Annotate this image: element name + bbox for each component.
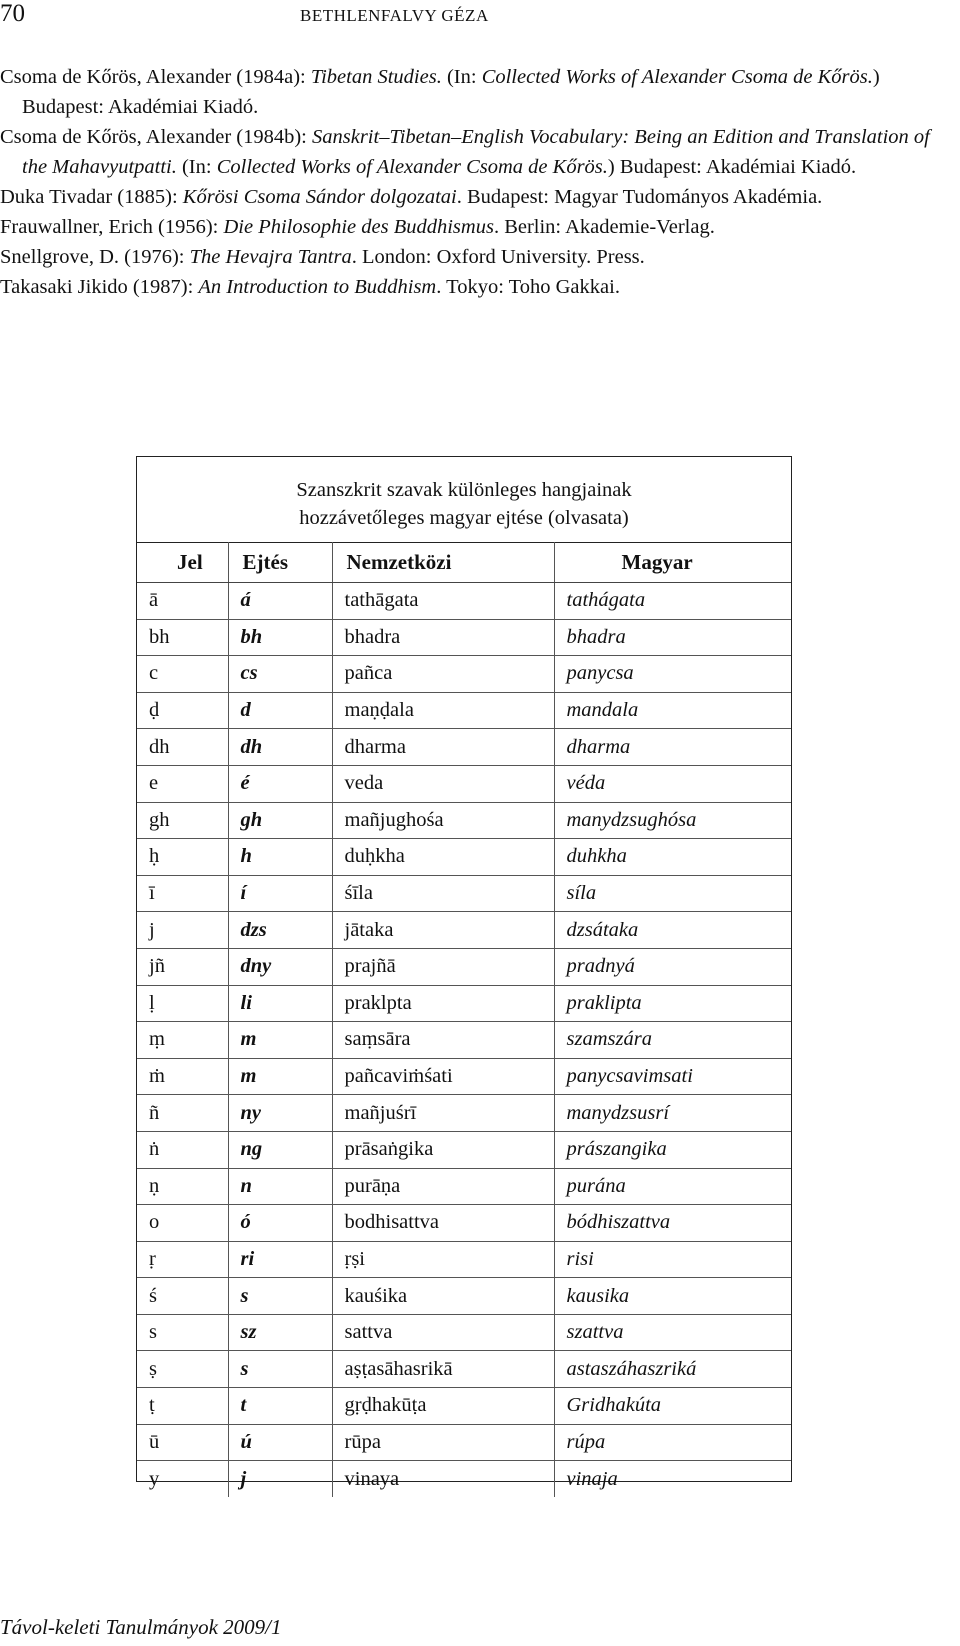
table-row xyxy=(137,656,791,693)
cell-ejtes: ng xyxy=(228,1131,332,1168)
cell-nemzetkozi: vinaya xyxy=(332,1461,554,1497)
table-row xyxy=(137,1058,791,1095)
cell-jel: ḷ xyxy=(137,985,228,1022)
cell-jel: ṣ xyxy=(137,1351,228,1388)
cell-jel: ṇ xyxy=(137,1168,228,1205)
cell-magyar: pradnyá xyxy=(554,948,791,985)
cell-ejtes: gh xyxy=(228,802,332,839)
table-row xyxy=(137,1022,791,1059)
cell-jel: bh xyxy=(137,619,228,656)
cell-ejtes: j xyxy=(228,1461,332,1497)
footer-journal: Távol-keleti Tanulmányok 2009/1 xyxy=(0,1615,282,1639)
cell-ejtes: bh xyxy=(228,619,332,656)
cell-magyar: praklipta xyxy=(554,985,791,1022)
cell-ejtes: é xyxy=(228,765,332,802)
cell-ejtes: ú xyxy=(228,1424,332,1461)
table-header-row xyxy=(137,543,791,583)
cell-magyar: panycsa xyxy=(554,656,791,693)
table-row xyxy=(137,619,791,656)
cell-nemzetkozi: dharma xyxy=(332,729,554,766)
table-row xyxy=(137,1168,791,1205)
cell-jel: gh xyxy=(137,802,228,839)
table-row xyxy=(137,729,791,766)
cell-jel: ī xyxy=(137,875,228,912)
cell-jel: ś xyxy=(137,1278,228,1315)
cell-nemzetkozi: pañca xyxy=(332,656,554,693)
table-row xyxy=(137,1461,791,1497)
table-row xyxy=(137,692,791,729)
cell-nemzetkozi: kauśika xyxy=(332,1278,554,1315)
header-magyar: Magyar xyxy=(554,543,791,583)
cell-magyar: síla xyxy=(554,875,791,912)
cell-ejtes: h xyxy=(228,839,332,876)
cell-magyar: rúpa xyxy=(554,1424,791,1461)
cell-magyar: véda xyxy=(554,765,791,802)
cell-jel: j xyxy=(137,912,228,949)
cell-nemzetkozi: jātaka xyxy=(332,912,554,949)
cell-jel: s xyxy=(137,1314,228,1351)
transliteration-table xyxy=(137,542,791,1497)
cell-ejtes: ri xyxy=(228,1241,332,1278)
cell-magyar: tathágata xyxy=(554,583,791,620)
table-row xyxy=(137,1388,791,1425)
cell-jel: ḍ xyxy=(137,692,228,729)
cell-magyar: risi xyxy=(554,1241,791,1278)
cell-ejtes: m xyxy=(228,1058,332,1095)
cell-magyar: purána xyxy=(554,1168,791,1205)
cell-ejtes: sz xyxy=(228,1314,332,1351)
cell-jel: ā xyxy=(137,583,228,620)
cell-magyar: manydzsusrí xyxy=(554,1095,791,1132)
table-row xyxy=(137,802,791,839)
reference-item: Snellgrove, D. (1976): The Hevajra Tantra. London: Oxford University. Press. xyxy=(0,246,645,268)
cell-magyar: panycsavimsati xyxy=(554,1058,791,1095)
cell-ejtes: dny xyxy=(228,948,332,985)
cell-nemzetkozi: pañcaviṁśati xyxy=(332,1058,554,1095)
caption-line: Szanszkrit szavak különleges hangjainak xyxy=(296,479,632,501)
cell-magyar: kausika xyxy=(554,1278,791,1315)
cell-nemzetkozi: śīla xyxy=(332,875,554,912)
reference-item: Duka Tivadar (1885): Kőrösi Csoma Sándor dolgozatai. Budapest: Magyar Tudományos Akadémia. xyxy=(0,186,823,208)
page-number: 70 xyxy=(0,0,25,27)
reference-item: Takasaki Jikido (1987): An Introduction to Buddhism. Tokyo: Toho Gakkai. xyxy=(0,276,620,298)
cell-magyar: manydzsughósa xyxy=(554,802,791,839)
cell-ejtes: dzs xyxy=(228,912,332,949)
reference-item: Csoma de Kőrös, Alexander (1984b): Sanskrit–Tibetan–English Vocabulary: Being an Edition and Translation of the Mahavyutpatti. (In: Collected Works of Alexander Csoma de Kőrös.) Budapest: Akadémiai Kiadó. xyxy=(0,126,930,178)
cell-jel: ṛ xyxy=(137,1241,228,1278)
cell-ejtes: á xyxy=(228,583,332,620)
cell-magyar: prászangika xyxy=(554,1131,791,1168)
cell-ejtes: í xyxy=(228,875,332,912)
table-row xyxy=(137,765,791,802)
cell-nemzetkozi: tathāgata xyxy=(332,583,554,620)
header-jel: Jel xyxy=(137,543,228,583)
cell-magyar: astaszáhaszriká xyxy=(554,1351,791,1388)
cell-magyar: duhkha xyxy=(554,839,791,876)
table-row xyxy=(137,1241,791,1278)
cell-jel: o xyxy=(137,1205,228,1242)
cell-jel: ñ xyxy=(137,1095,228,1132)
header-nemzetkozi: Nemzetközi xyxy=(332,543,554,583)
cell-nemzetkozi: maṇḍala xyxy=(332,692,554,729)
table-row xyxy=(137,1278,791,1315)
cell-nemzetkozi: bhadra xyxy=(332,619,554,656)
cell-nemzetkozi: purāṇa xyxy=(332,1168,554,1205)
cell-ejtes: s xyxy=(228,1351,332,1388)
cell-nemzetkozi: mañjughośa xyxy=(332,802,554,839)
cell-jel: ḥ xyxy=(137,839,228,876)
table-row xyxy=(137,1351,791,1388)
table-caption xyxy=(137,476,791,532)
cell-jel: ṁ xyxy=(137,1058,228,1095)
reference-item: Csoma de Kőrös, Alexander (1984a): Tibetan Studies. (In: Collected Works of Alexander Csoma de Kőrös.) Budapest: Akadémiai Kiadó. xyxy=(0,66,880,118)
cell-magyar: dzsátaka xyxy=(554,912,791,949)
cell-jel: c xyxy=(137,656,228,693)
cell-magyar: szamszára xyxy=(554,1022,791,1059)
table-row xyxy=(137,1424,791,1461)
cell-ejtes: t xyxy=(228,1388,332,1425)
cell-ejtes: ny xyxy=(228,1095,332,1132)
cell-nemzetkozi: gṛḍhakūṭa xyxy=(332,1388,554,1425)
table-row xyxy=(137,875,791,912)
cell-jel: jñ xyxy=(137,948,228,985)
cell-nemzetkozi: saṃsāra xyxy=(332,1022,554,1059)
cell-nemzetkozi: bodhisattva xyxy=(332,1205,554,1242)
table-row xyxy=(137,839,791,876)
transliteration-table-box xyxy=(136,456,792,1490)
cell-jel: ṅ xyxy=(137,1131,228,1168)
cell-magyar: bódhiszattva xyxy=(554,1205,791,1242)
cell-jel: y xyxy=(137,1461,228,1497)
cell-nemzetkozi: aṣṭasāhasrikā xyxy=(332,1351,554,1388)
table-row xyxy=(137,583,791,620)
table-row xyxy=(137,1131,791,1168)
cell-ejtes: ó xyxy=(228,1205,332,1242)
cell-ejtes: cs xyxy=(228,656,332,693)
cell-nemzetkozi: prajñā xyxy=(332,948,554,985)
table-row xyxy=(137,912,791,949)
cell-ejtes: n xyxy=(228,1168,332,1205)
cell-nemzetkozi: veda xyxy=(332,765,554,802)
cell-jel: ṃ xyxy=(137,1022,228,1059)
table-row xyxy=(137,1095,791,1132)
cell-magyar: mandala xyxy=(554,692,791,729)
table-row xyxy=(137,948,791,985)
cell-ejtes: li xyxy=(228,985,332,1022)
cell-jel: ṭ xyxy=(137,1388,228,1425)
cell-magyar: vinaja xyxy=(566,1467,618,1490)
reference-item: Frauwallner, Erich (1956): Die Philosophie des Buddhismus. Berlin: Akademie-Verlag. xyxy=(0,216,715,238)
table-row xyxy=(137,1205,791,1242)
cell-nemzetkozi: praklpta xyxy=(332,985,554,1022)
cell-ejtes: s xyxy=(228,1278,332,1315)
cell-nemzetkozi: rūpa xyxy=(332,1424,554,1461)
running-head: BETHLENFALVY GÉZA xyxy=(300,6,489,25)
cell-ejtes: dh xyxy=(228,729,332,766)
cell-magyar: szattva xyxy=(554,1314,791,1351)
cell-nemzetkozi: mañjuśrī xyxy=(332,1095,554,1132)
cell-magyar: bhadra xyxy=(554,619,791,656)
cell-magyar: dharma xyxy=(554,729,791,766)
cell-ejtes: m xyxy=(228,1022,332,1059)
cell-magyar: Gridhakúta xyxy=(554,1388,791,1425)
cell-jel: ū xyxy=(137,1424,228,1461)
cell-jel: dh xyxy=(137,729,228,766)
cell-jel: e xyxy=(137,765,228,802)
cell-nemzetkozi: sattva xyxy=(332,1314,554,1351)
reference-list xyxy=(0,62,960,302)
table-row xyxy=(137,1314,791,1351)
cell-ejtes: d xyxy=(228,692,332,729)
header-ejtes: Ejtés xyxy=(228,543,332,583)
caption-line: hozzávetőleges magyar ejtése (olvasata) xyxy=(299,507,629,529)
cell-nemzetkozi: ṛṣi xyxy=(332,1241,554,1278)
cell-nemzetkozi: duḥkha xyxy=(332,839,554,876)
cell-nemzetkozi: prāsaṅgika xyxy=(332,1131,554,1168)
table-row xyxy=(137,985,791,1022)
